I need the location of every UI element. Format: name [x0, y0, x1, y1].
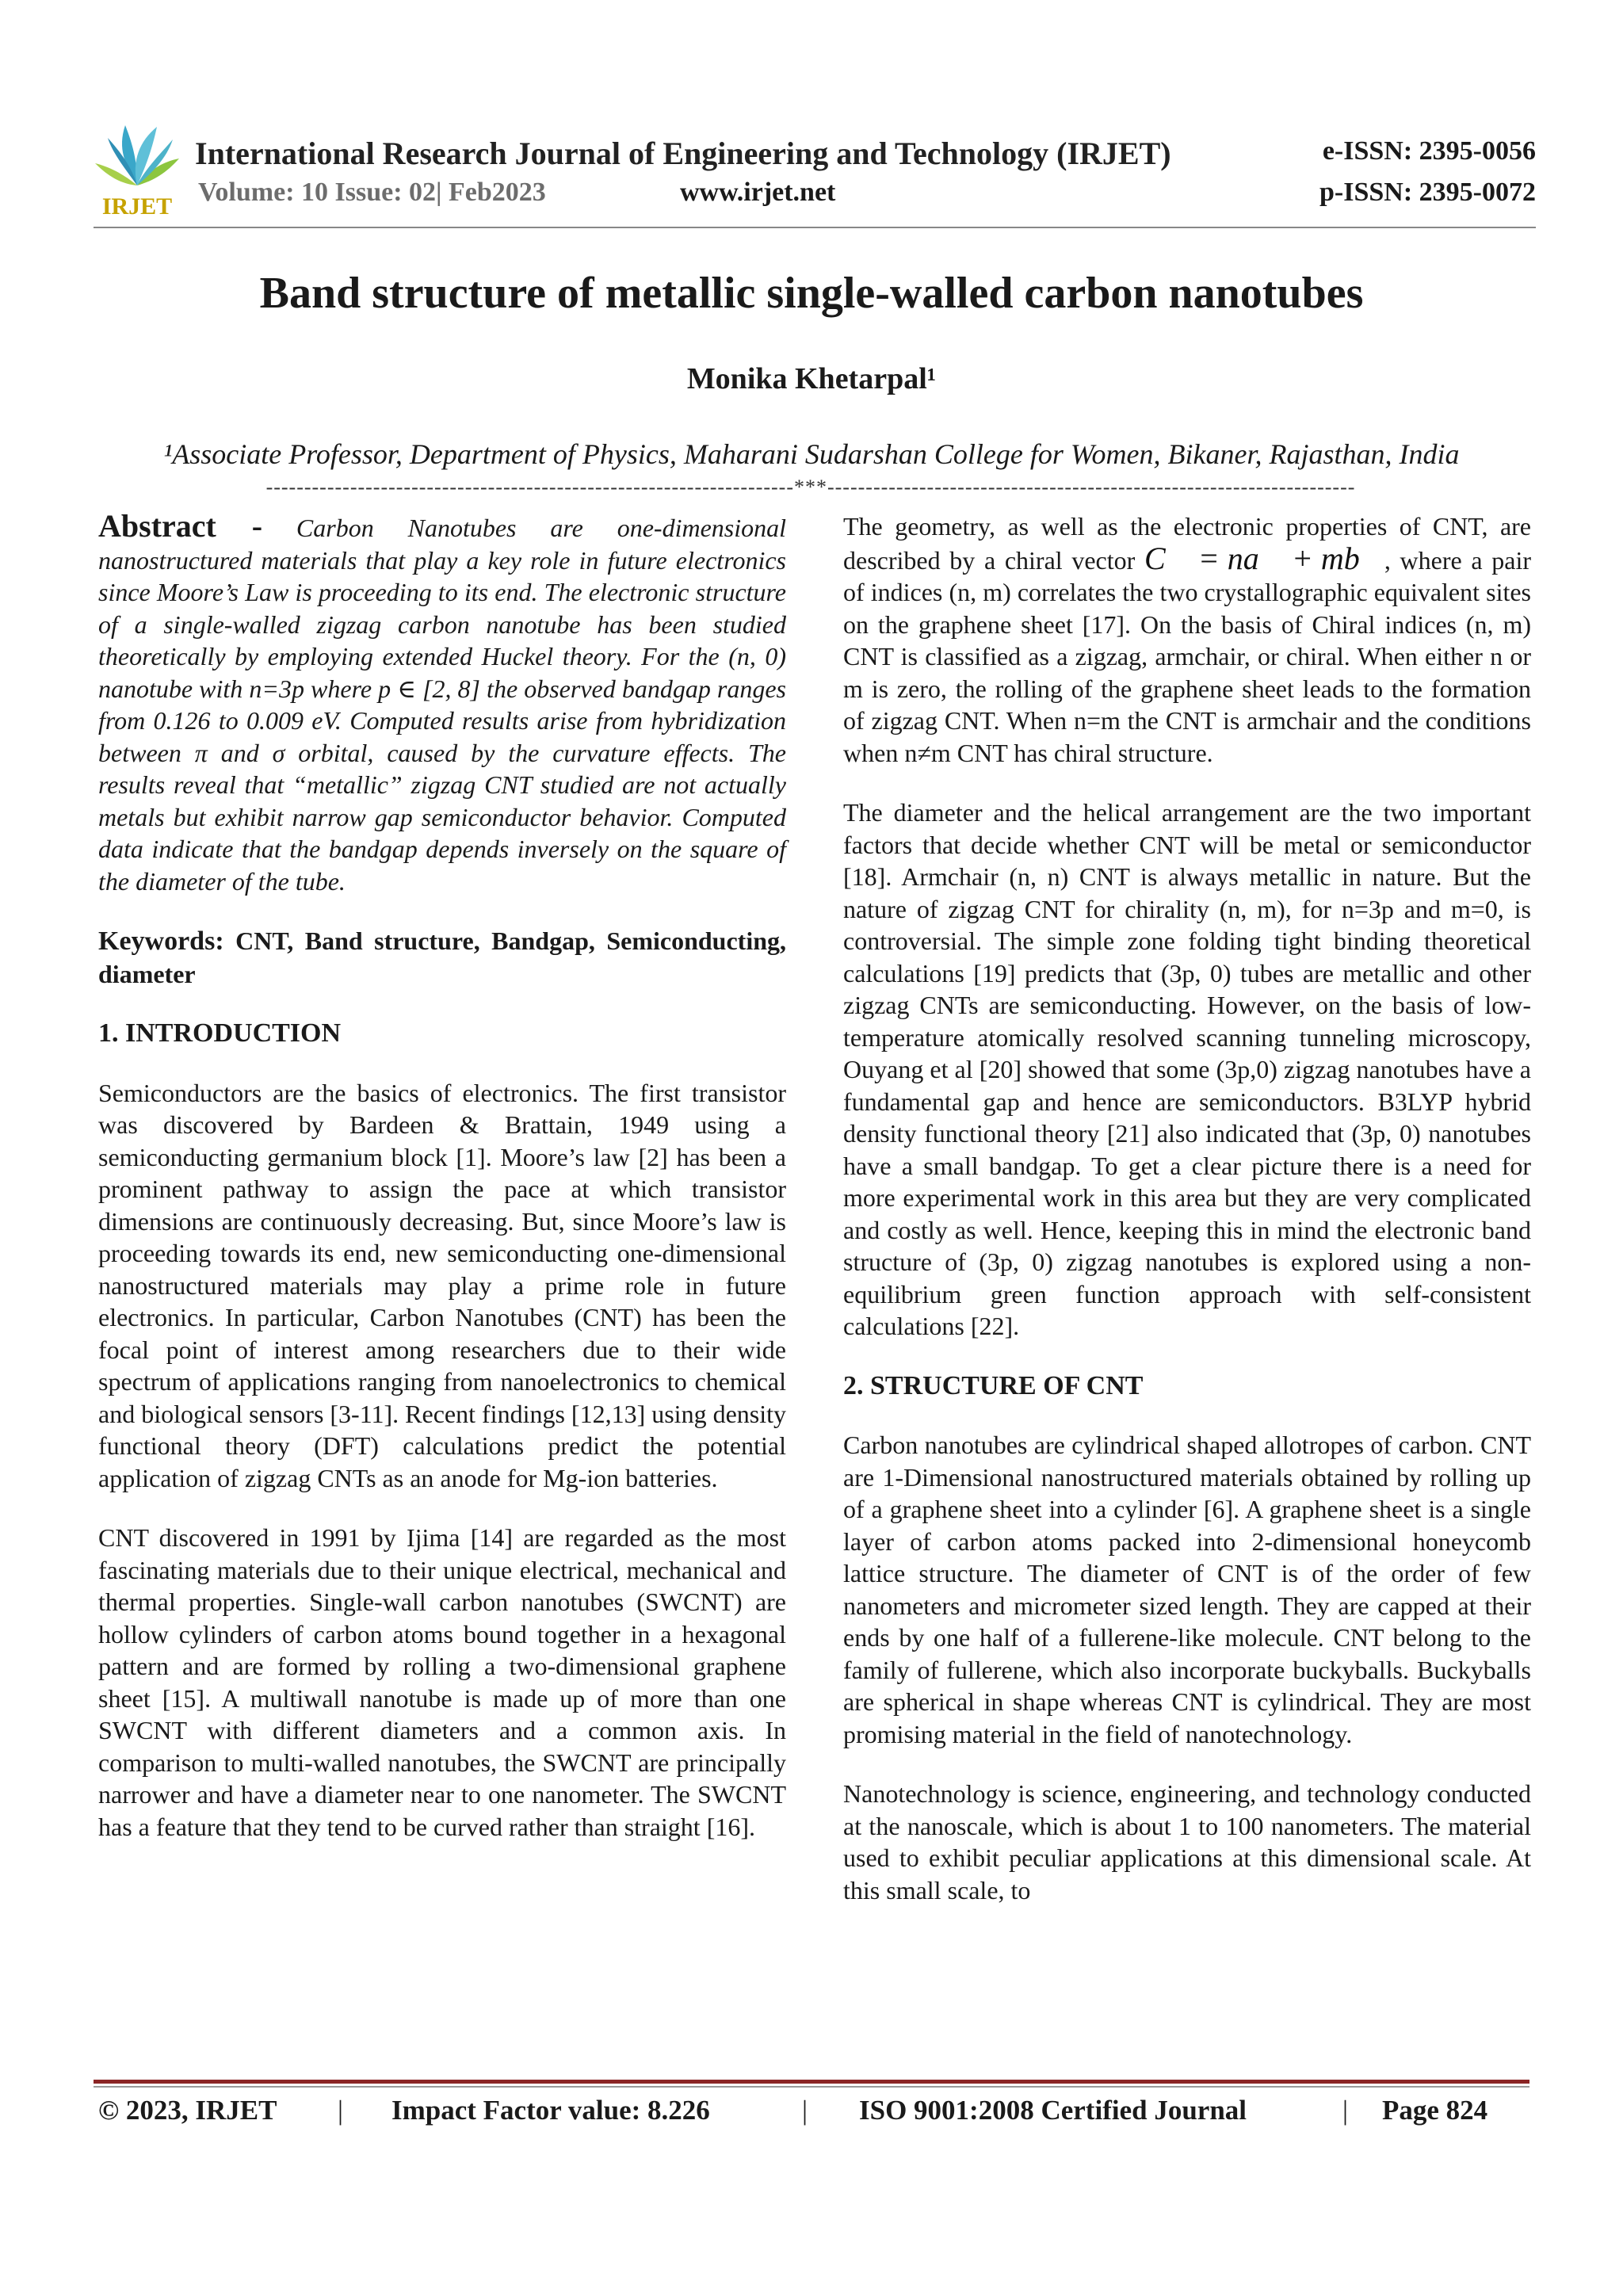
- footer-copyright: © 2023, IRJET: [98, 2095, 277, 2126]
- structure-paragraph: Carbon nanotubes are cylindrical shaped allotropes of carbon. CNT are 1-Dimensional nanostructured materials obtained by rolling up of a graphene sheet into a cylinder [6]. A graphene sheet is a single layer of carbon atoms packed into 2-dimensional honeycomb lattice structure. The diameter of CNT is of the order of few nanometers and micrometer sized length. They are capped at their ends by one half of a fullerene-like molecule. CNT belong to the family of fullerene, which also incorporate buckyballs. Buckyballs are spherical in shape whereas CNT is cylindrical. They are most promising material in the field of nanotechnology.: [843, 1431, 1531, 1748]
- footer-impact-factor: Impact Factor value: 8.226: [391, 2095, 710, 2126]
- section-heading-introduction: 1. INTRODUCTION: [98, 1018, 342, 1048]
- abstract-label: Abstract -: [98, 508, 263, 544]
- diameter-paragraph: The diameter and the helical arrangement are the two important factors that decide whether CNT will be metal or semiconductor [18]. Armchair (n, n) CNT is always metallic in nature. But the nature of zigzag CNT for chirality (n, m), for n=3p and m=0, is controversial. The simple zone folding tight binding theoretical calculations [19] predicts that (3p, 0) tubes are metallic and other zigzag CNTs are semiconducting. However, on the basis of low-temperature atomically resolved scanning tunneling microscopy, Ouyang et al [20] showed that some (3p,0) zigzag nanotubes have a fundamental gap and hence are semiconductors. B3LYP hybrid density functional theory [21] also indicated that (3p, 0) nanotubes have a small bandgap. To get a clear picture there is a need for more experimental work in this area but they are very complicated and costly as well. Hence, keeping this in mind the electronic band structure of (3p, 0) zigzag nanotubes is explored using a non-equilibrium green function approach with self-consistent calculations [22].: [843, 798, 1531, 1340]
- journal-website-link[interactable]: www.irjet.net: [680, 178, 836, 207]
- footer-page-number: Page 824: [1382, 2095, 1488, 2126]
- volume-issue: Volume: 10 Issue: 02| Feb2023: [198, 178, 546, 207]
- page-footer: [98, 2095, 1534, 2133]
- footer-rule-accent: [94, 2080, 1529, 2084]
- author-name: Monika Khetarpal¹: [686, 362, 937, 395]
- left-column: [98, 510, 786, 1870]
- section-separator: ---------------------------------------------------------------------***---------------------------------------------------------------------: [265, 476, 1356, 499]
- footer-iso: ISO 9001:2008 Certified Journal: [859, 2095, 1247, 2126]
- intro-paragraph-2: CNT discovered in 1991 by Ijima [14] are regarded as the most fascinating materials due to their unique electrical, mechanical and thermal properties. Single-wall carbon nanotubes (SWCNT) are hollow cylinders of carbon atoms bound together in a hexagonal pattern and are formed by rolling a two-dimensional graphene sheet [15]. A multiwall nanotube is made up of more than one SWCNT with different diameters and a common axis. In comparison to multi-walled nanotubes, the SWCNT are principally narrower and have a diameter near to one nanometer. The SWCNT has a feature that they tend to be curved rather than straight [16].: [98, 1523, 786, 1841]
- keywords-label: Keywords:: [98, 926, 224, 956]
- keywords: [98, 925, 786, 990]
- header-divider: [94, 227, 1536, 228]
- chiral-paragraph-intro: The geometry, as well as the electronic properties of CNT, are described by a chiral vector: [843, 512, 1531, 575]
- nanotechnology-paragraph: Nanotechnology is science, engineering, and technology conducted at the nanoscale, which is about 1 to 100 nanometers. The material used to exhibit peculiar applications at this dimensional scale. At this small scale, to: [843, 1779, 1531, 1904]
- intro-paragraph-1: Semiconductors are the basics of electronics. The first transistor was discovered by Bardeen & Brattain, 1949 using a semiconducting germanium block [1]. Moore’s law [2] has been a prominent pathway to assign the pace at which transistor dimensions are continuously decreasing. But, since Moore’s law is proceeding towards its end, new semiconducting one-dimensional nanostructured materials may play a prime role in future electronics. In particular, Carbon Nanotubes (CNT) has been the focal point of interest among researchers due to their wide spectrum of applications ranging from nanoelectronics to chemical and biological sensors [3-11]. Recent findings [12,13] using density functional theory (DFT) calculations predict the potential application of zigzag CNTs as an anode for Mg-ion batteries.: [98, 1078, 786, 1492]
- irjet-logo-icon: [94, 117, 181, 217]
- author-affiliation: ¹Associate Professor, Department of Physics, Maharani Sudarshan College for Women, Bikaner, Rajasthan, India: [163, 438, 1460, 470]
- footer-separator: |: [802, 2095, 808, 2126]
- logo-text: IRJET: [101, 193, 173, 217]
- footer-separator: |: [1342, 2095, 1349, 2126]
- section-heading-structure: 2. STRUCTURE OF CNT: [843, 1370, 1144, 1400]
- footer-rule: [94, 2086, 1529, 2088]
- right-column: [843, 510, 1531, 1934]
- abstract-text: Carbon Nanotubes are one-dimensional nanostructured materials that play a key role in future electronics since Moore’s Law is proceeding to its end. The electronic structure of a single-walled zigzag carbon nanotube has been studied theoretically by employing extended Huckel theory. For the (n, 0) nanotube with n=3p where p ∈ [2, 8] the observed bandgap ranges from 0.126 to 0.009 eV. Computed results arise from hybridization between π and σ orbital, caused by the curvature effects. The results reveal that “metallic” zigzag CNT studied are not actually metals but exhibit narrow gap semiconductor behavior. Computed data indicate that the bandgap depends inversely on the square of the diameter of the tube.: [98, 514, 786, 896]
- footer-separator: |: [338, 2095, 344, 2126]
- abstract: [98, 510, 786, 897]
- journal-title: International Research Journal of Engineering and Technology (IRJET): [195, 136, 1171, 171]
- chiral-vector-equation: C⃗ = na⃗ + mb⃗: [1144, 540, 1384, 576]
- paper-title: Band structure of metallic single-walled carbon nanotubes: [259, 269, 1364, 318]
- chiral-paragraph-rest: , where a pair of indices (n, m) correlates the two crystallographic equivalent sites on the graphene sheet [17]. On the basis of Chiral indices (n, m) CNT is classified as a zigzag, armchair, or chiral. When either n or m is zero, the rolling of the graphene sheet leads to the formation of zigzag CNT. When n=m the CNT is armchair and the conditions when n≠m CNT has chiral structure.: [843, 545, 1531, 767]
- eissn: e-ISSN: 2395-0056: [1322, 136, 1536, 166]
- chiral-vector-paragraph: [843, 510, 1531, 769]
- pissn: p-ISSN: 2395-0072: [1319, 178, 1536, 207]
- page-header: [94, 117, 1536, 228]
- keywords-text: CNT, Band structure, Bandgap, Semiconducting, diameter: [98, 926, 787, 988]
